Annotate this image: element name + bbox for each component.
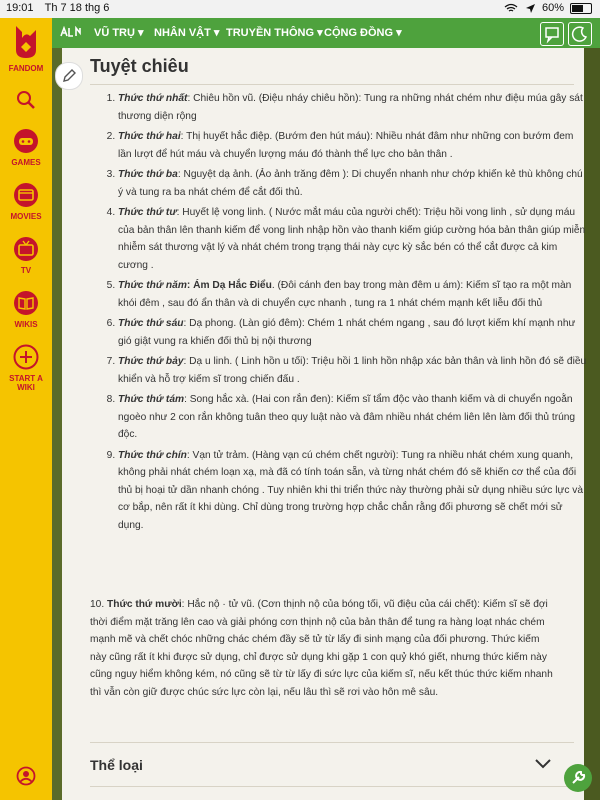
chevron-down-icon: ▾ <box>396 27 402 39</box>
chevron-down-icon: ▾ <box>317 27 323 39</box>
status-time: 19:01 <box>6 2 34 14</box>
wrench-icon <box>564 764 592 792</box>
move-name: Thức thứ sáu <box>118 318 184 329</box>
dark-mode-button[interactable] <box>568 22 592 46</box>
discussions-icon <box>541 23 563 45</box>
battery-icon <box>570 3 592 14</box>
move-name: Thức thứ hai <box>118 131 181 142</box>
list-item <box>118 315 588 350</box>
move-desc: : Vạn tử trảm. (Hàng vạn cú chém chết người): Tung ra nhiều nhát chém xung quanh, không phải nhát chém loạn xạ, mà đã có tính toán sẵn, và từng nhát chém đó sẽ khiến cơ thể của đối thủ bị hoại tử dần nhanh chóng . Tuy nhiên khi thi triển thức này thường phải sử dụng nhiều sức lực và cơ bắp, nên rất ít khi dùng. Chỉ dùng trong trường hợp chắc chắn rằng đối phương sẽ chết mới sử dụng. <box>118 449 584 531</box>
sidebar-item-start-a-wiki[interactable] <box>0 344 52 392</box>
chevron-down-icon <box>533 756 553 770</box>
move-desc: . (Đôi cánh đen bay trong màn đêm u ám): Kiếm sĩ tạo ra một màn khói đêm , sau đó ẩn thân và di chuyển cực nhanh , tung ra 1 nhát chém mạnh kết liễu đối thủ <box>118 280 572 309</box>
wiki-logo-menu[interactable] <box>60 26 86 41</box>
category-divider-top <box>90 742 574 743</box>
wiki-logo-icon <box>60 26 86 38</box>
plus-circle-icon <box>13 344 39 370</box>
nav-item-characters[interactable] <box>154 26 219 39</box>
move-desc: : Hắc nộ · tử vũ. (Cơn thịnh nộ của bóng tối, vũ điệu của cái chết): Kiếm sĩ sẽ đợi thời điểm mặt trăng lên cao và giải phóng cơn thịnh nộ của bản thân để tung ra hàng loạt nhác chém mạnh mẽ và chết chóc những chác chém đầy sẽ tử từ lấy đi sinh mạng của đối phương. Thức kiếm này cũng rất ít khi được sử dụng, chỉ được sử dụng khi gặp 1 con quỷ khó giết, nhưng thức kiếm này cũng nguy hiểm không kém, nó cũng sẽ từ từ lấy đi sức lực của kiếm sĩ, nếu kết thúc thức kiếm nhanh thì vẫn còn giữ được chúc sức lực còn lại, nếu lâu thì sẽ rơi vào hôn mê sâu. <box>90 599 553 698</box>
status-right <box>504 2 592 14</box>
sidebar-item-movies[interactable] <box>0 182 52 221</box>
move-name: Thức thứ năm <box>118 280 187 291</box>
battery-percent: 60% <box>541 2 564 14</box>
list-item <box>118 90 588 125</box>
move-desc: : Dạ phong. (Làn gió đêm): Chém 1 nhát chém ngang , sau đó lượt kiếm khí mạnh như gió giật vung ra khiến đối thủ bị nội thương <box>118 318 576 347</box>
location-icon <box>524 3 536 13</box>
move-desc: : Huyết lệ vong linh. ( Nước mắt máu của người chết): Triệu hồi vong linh , sử dụng máu của bản thân lên thanh kiếm để vong linh nhập hồn vào thanh kiếm giúp cường hóa bản thân giúp miễn nhiễm sát thương vật lý và nhát chém trong trạng thái này cực kỳ sắc bén có thể cắt được cả kim cương . <box>118 207 586 271</box>
book-icon <box>13 290 39 316</box>
category-divider-bottom <box>90 786 574 787</box>
sidebar-item-label: GAMES <box>11 158 41 167</box>
section-divider <box>90 84 574 85</box>
move-desc: : Song hắc xà. (Hai con rắn đen): Kiếm sĩ tẩm độc vào thanh kiếm và di chuyển ngoằn ngoèo như 2 con rắn không tuân theo quy luật nào và đâm nhiều nhát chém liên lên làm đối thủ trúng độc. <box>118 394 576 440</box>
search-button[interactable] <box>0 90 52 112</box>
list-item <box>118 204 588 274</box>
sidebar-item-label: TV <box>20 266 32 275</box>
fandom-sidebar <box>0 18 52 800</box>
gamepad-icon <box>13 128 39 154</box>
move-name: Thức thứ tám <box>118 394 185 405</box>
pencil-icon <box>56 63 82 89</box>
fandom-logo[interactable] <box>0 24 52 73</box>
move-number: 10. <box>90 599 107 610</box>
tv-icon <box>13 236 39 262</box>
move-name: Thức thứ ba <box>118 169 178 180</box>
fandom-logo-label: FANDOM <box>8 64 44 73</box>
sidebar-item-games[interactable] <box>0 128 52 167</box>
categories-expand[interactable] <box>533 756 553 775</box>
tools-button[interactable] <box>564 764 592 792</box>
fandom-logo-icon <box>12 24 40 60</box>
list-item <box>118 353 588 388</box>
chevron-down-icon: ▾ <box>213 27 220 39</box>
move-list <box>90 90 588 537</box>
list-item <box>118 128 588 163</box>
moon-icon <box>569 23 591 45</box>
discussions-button[interactable] <box>540 22 564 46</box>
list-item <box>118 391 588 444</box>
status-bar <box>0 0 600 18</box>
move-name: Thức thứ tư <box>118 207 177 218</box>
nav-item-label: CỘNG ĐỒNG <box>324 27 394 39</box>
move-name: Thức thứ mười <box>107 599 182 610</box>
wiki-nav-bar <box>52 18 600 48</box>
sidebar-item-label: MOVIES <box>10 212 42 221</box>
user-account-button[interactable] <box>0 766 52 788</box>
move-desc: : Nguyệt dạ ảnh. (Ảo ảnh trăng đêm ): Di chuyển nhanh như chớp khiến kẻ thù không chú ý và tung ra ba nhát chém để cắt đối thủ. <box>118 169 583 198</box>
nav-item-label: NHÂN VẬT <box>154 27 211 39</box>
section-title: Tuyệt chiêu <box>90 56 189 76</box>
move-alias: : Ám Dạ Hắc Điểu <box>186 280 272 291</box>
wifi-icon <box>504 3 518 13</box>
nav-item-media[interactable] <box>226 26 323 39</box>
move-ten-paragraph <box>90 596 556 701</box>
move-name: Thức thứ chín <box>118 449 187 461</box>
sidebar-item-label: START A WIKI <box>9 374 43 392</box>
nav-item-label: VŨ TRỤ <box>94 27 135 39</box>
move-desc: : Chiêu hồn vũ. (Điệu nháy chiêu hồn): Tung ra những nhát chém như điệu múa gây sát thương diện rộng <box>118 93 583 122</box>
move-desc: : Dạ u linh. ( Linh hồn u tối): Triệu hồi 1 linh hồn nhập xác bản thân và linh hồn đó sẽ điều khiển và hỗ trợ kiếm sĩ trong chiến đấu . <box>118 356 587 385</box>
chevron-down-icon: ▾ <box>138 27 144 39</box>
move-name: Thức thứ nhất <box>118 93 188 104</box>
sidebar-item-tv[interactable] <box>0 236 52 275</box>
status-date: Th 7 18 thg 6 <box>44 2 110 14</box>
film-icon <box>13 182 39 208</box>
sidebar-item-wikis[interactable] <box>0 290 52 329</box>
nav-item-community[interactable] <box>324 26 402 39</box>
list-item <box>118 166 588 201</box>
move-desc: : Thị huyết hắc điệp. (Bướm đen hút máu): Nhiều nhát đâm như những con bướm đem lần lượt để hút máu và chuyển lượng máu đó thành thể lực cho bản thân . <box>118 131 574 160</box>
edit-button[interactable] <box>55 62 83 90</box>
search-icon <box>16 90 36 110</box>
nav-item-universe[interactable] <box>94 26 144 39</box>
sidebar-item-label: WIKIS <box>14 320 38 329</box>
list-item <box>118 277 588 312</box>
battery-fill <box>572 5 583 12</box>
categories-toggle[interactable]: Thể loại <box>90 757 143 773</box>
status-left <box>6 2 109 14</box>
user-icon <box>16 766 36 786</box>
nav-item-label: TRUYỀN THÔNG <box>226 27 314 39</box>
move-name: Thức thứ bảy <box>118 356 184 367</box>
list-item <box>118 447 588 535</box>
